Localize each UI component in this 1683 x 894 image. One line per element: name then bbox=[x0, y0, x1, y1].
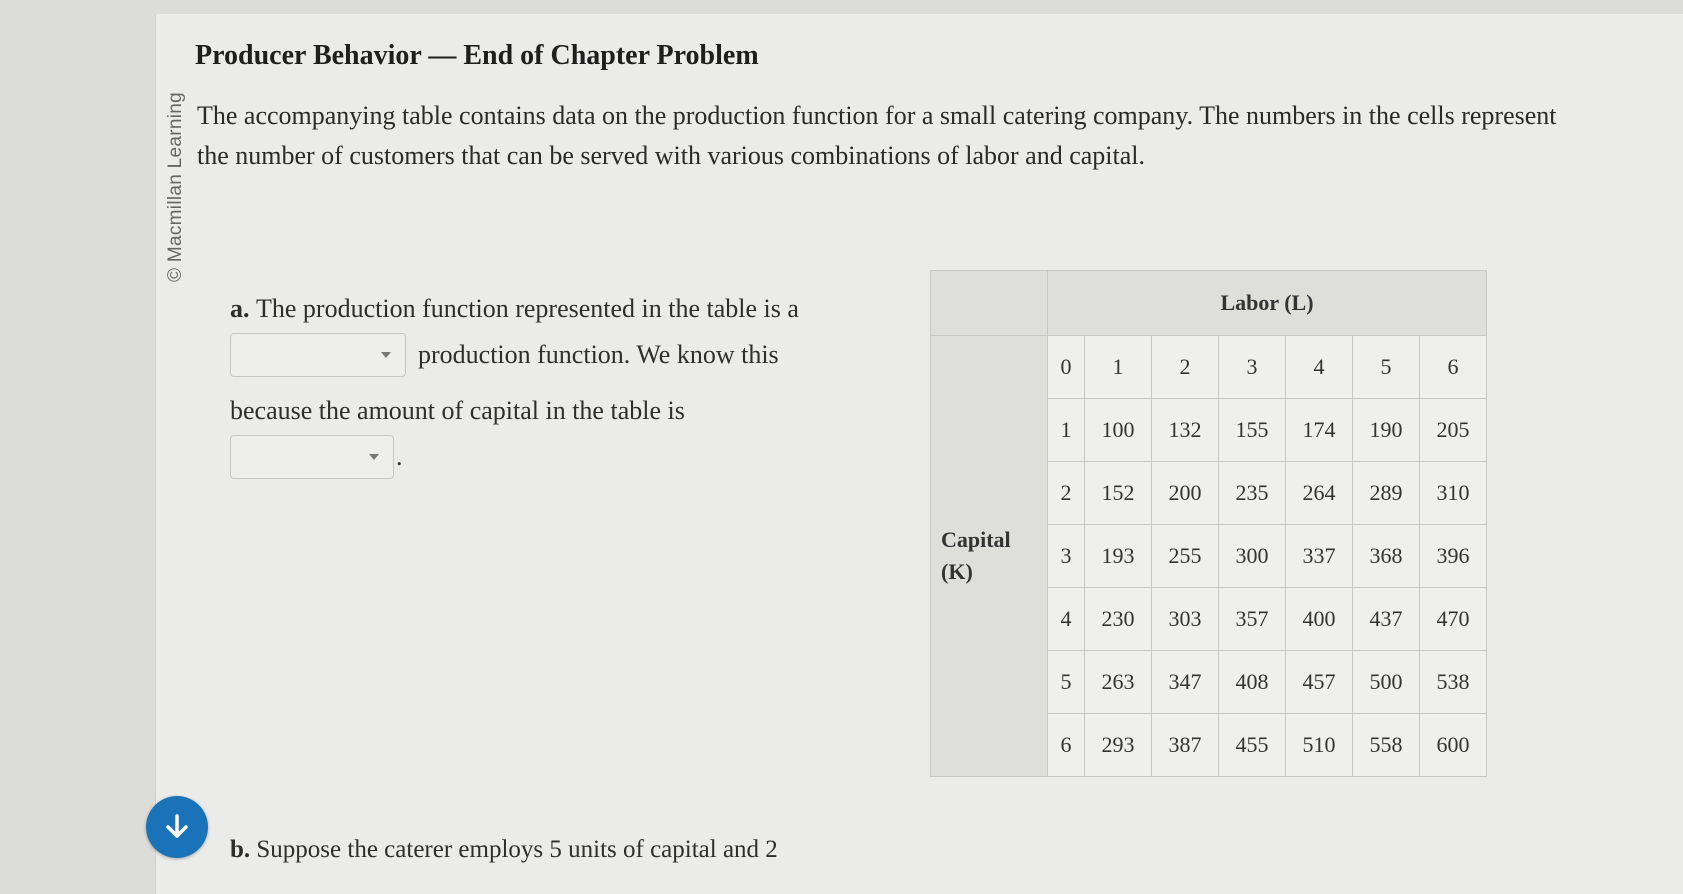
output-cell: 289 bbox=[1353, 462, 1420, 525]
problem-intro: The accompanying table contains data on the production function for a small catering company. The numbers in the cells represent the number of customers that can be served with various combinations of labor and capital. bbox=[197, 101, 1557, 170]
production-table bbox=[930, 270, 1487, 777]
part-a-text-3: because the amount of capital in the table is bbox=[230, 396, 685, 425]
output-cell: 300 bbox=[1219, 525, 1286, 588]
production-table-container bbox=[930, 270, 1487, 777]
output-cell: 174 bbox=[1286, 399, 1353, 462]
output-cell: 255 bbox=[1152, 525, 1219, 588]
labor-value-cell: 3 bbox=[1219, 336, 1286, 399]
labor-header: Labor (L) bbox=[1048, 271, 1487, 336]
output-cell: 263 bbox=[1085, 651, 1152, 714]
page-title: Producer Behavior — End of Chapter Problem bbox=[195, 40, 759, 71]
labor-value-cell: 6 bbox=[1420, 336, 1487, 399]
capital-value-cell: 5 bbox=[1048, 651, 1085, 714]
scroll-down-button[interactable] bbox=[146, 796, 208, 858]
part-a-text-1: The production function represented in the table is a bbox=[256, 294, 799, 323]
output-cell: 600 bbox=[1420, 714, 1487, 777]
part-a-text-2: production function. We know this bbox=[418, 340, 779, 369]
part-a-line-1 bbox=[230, 286, 860, 332]
part-a-end-punct: . bbox=[396, 442, 403, 471]
output-cell: 457 bbox=[1286, 651, 1353, 714]
capital-value-cell: 6 bbox=[1048, 714, 1085, 777]
output-cell: 347 bbox=[1152, 651, 1219, 714]
output-cell: 396 bbox=[1420, 525, 1487, 588]
output-cell: 455 bbox=[1219, 714, 1286, 777]
part-b-label: b. bbox=[230, 836, 251, 863]
output-cell: 400 bbox=[1286, 588, 1353, 651]
output-cell: 193 bbox=[1085, 525, 1152, 588]
labor-value-cell: 4 bbox=[1286, 336, 1353, 399]
capital-amount-dropdown[interactable] bbox=[230, 435, 394, 479]
copyright-watermark: © Macmillan Learning bbox=[165, 91, 186, 282]
output-cell: 293 bbox=[1085, 714, 1152, 777]
table-corner-cell bbox=[931, 271, 1048, 336]
part-a-label: a. bbox=[230, 294, 250, 323]
labor-value-cell: 5 bbox=[1353, 336, 1420, 399]
output-cell: 337 bbox=[1286, 525, 1353, 588]
part-b-question bbox=[230, 836, 778, 864]
output-cell: 264 bbox=[1286, 462, 1353, 525]
capital-label-line-1: Capital bbox=[941, 527, 1011, 552]
output-cell: 368 bbox=[1353, 525, 1420, 588]
output-cell: 310 bbox=[1420, 462, 1487, 525]
capital-value-cell: 2 bbox=[1048, 462, 1085, 525]
arrow-down-icon bbox=[162, 812, 192, 842]
output-cell: 205 bbox=[1420, 399, 1487, 462]
part-a-line-2 bbox=[230, 332, 860, 378]
part-a-line-4 bbox=[230, 434, 860, 480]
output-cell: 510 bbox=[1286, 714, 1353, 777]
capital-value-cell: 3 bbox=[1048, 525, 1085, 588]
output-cell: 538 bbox=[1420, 651, 1487, 714]
output-cell: 200 bbox=[1152, 462, 1219, 525]
chevron-down-icon bbox=[369, 454, 379, 460]
output-cell: 387 bbox=[1152, 714, 1219, 777]
table-header-row bbox=[931, 271, 1487, 336]
output-cell: 230 bbox=[1085, 588, 1152, 651]
part-b-text: Suppose the caterer employs 5 units of capital and 2 bbox=[256, 836, 778, 863]
labor-value-cell: 1 bbox=[1085, 336, 1152, 399]
output-cell: 303 bbox=[1152, 588, 1219, 651]
output-cell: 155 bbox=[1219, 399, 1286, 462]
production-type-dropdown[interactable] bbox=[230, 333, 406, 377]
capital-label-line-2: (K) bbox=[941, 559, 973, 584]
output-cell: 190 bbox=[1353, 399, 1420, 462]
chevron-down-icon bbox=[381, 352, 391, 358]
labor-value-cell: 0 bbox=[1048, 336, 1085, 399]
capital-label bbox=[931, 336, 1048, 777]
output-cell: 470 bbox=[1420, 588, 1487, 651]
output-cell: 235 bbox=[1219, 462, 1286, 525]
part-a-question bbox=[230, 286, 860, 480]
output-cell: 132 bbox=[1152, 399, 1219, 462]
capital-value-cell: 1 bbox=[1048, 399, 1085, 462]
output-cell: 500 bbox=[1353, 651, 1420, 714]
output-cell: 437 bbox=[1353, 588, 1420, 651]
output-cell: 100 bbox=[1085, 399, 1152, 462]
output-cell: 152 bbox=[1085, 462, 1152, 525]
labor-value-cell: 2 bbox=[1152, 336, 1219, 399]
output-cell: 558 bbox=[1353, 714, 1420, 777]
part-a-line-3 bbox=[230, 388, 860, 434]
labor-values-row bbox=[931, 336, 1487, 399]
output-cell: 408 bbox=[1219, 651, 1286, 714]
output-cell: 357 bbox=[1219, 588, 1286, 651]
capital-value-cell: 4 bbox=[1048, 588, 1085, 651]
